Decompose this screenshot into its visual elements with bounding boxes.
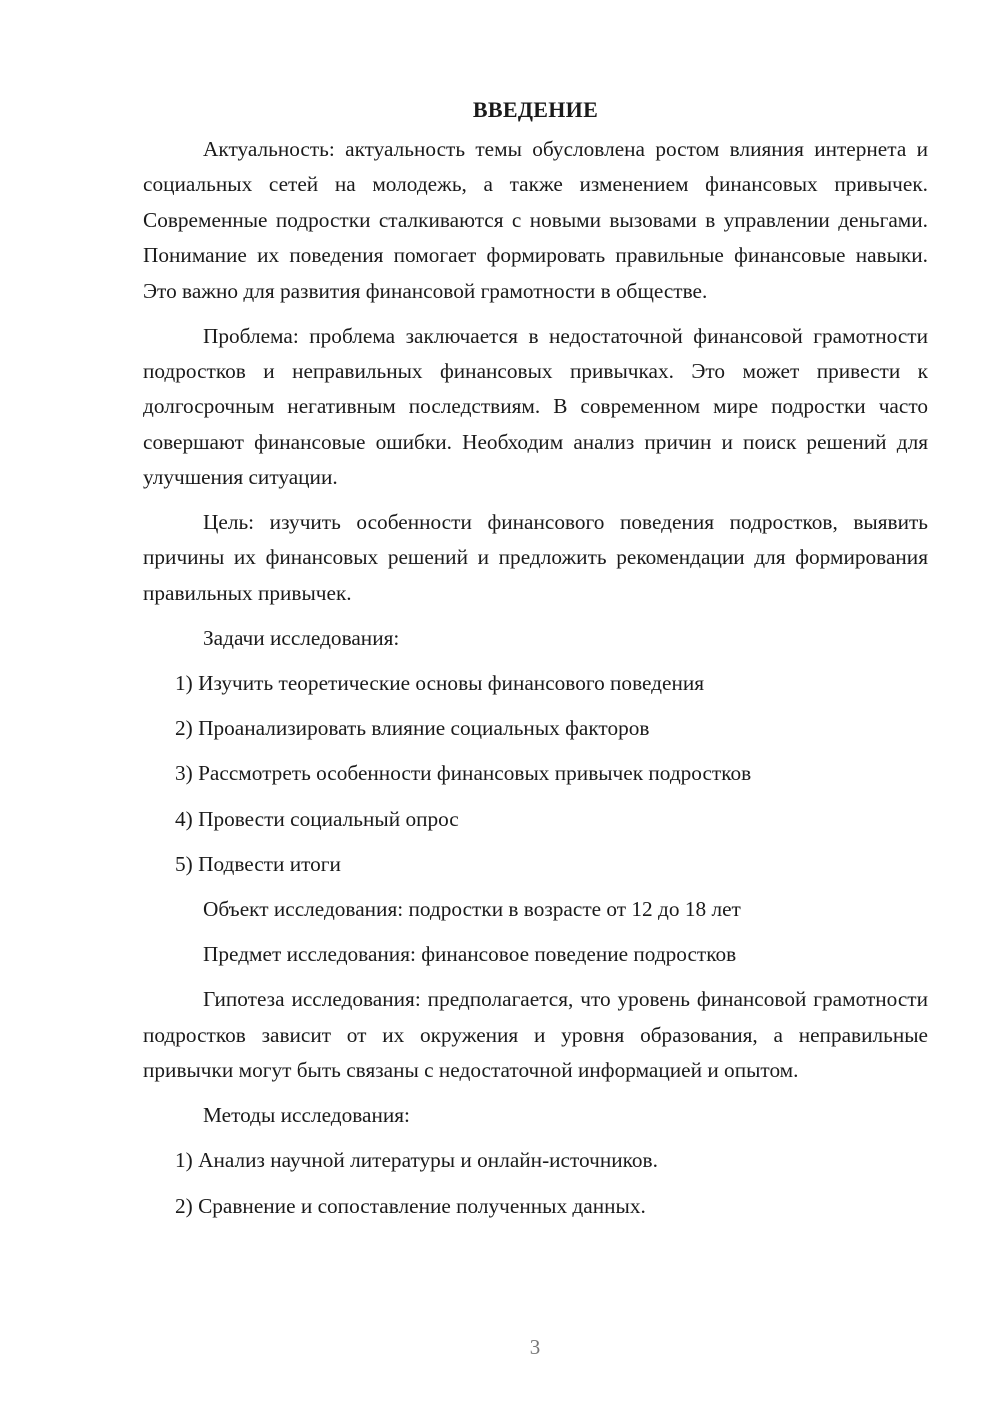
task-item-1: 1) Изучить теоретические основы финансового поведения xyxy=(175,670,705,695)
page-number: 3 xyxy=(529,1335,541,1359)
subject-line: Предмет исследования: финансовое поведение подростков xyxy=(203,942,737,967)
methods-heading: Методы исследования: xyxy=(203,1103,410,1128)
task-item-5: 5) Подвести итоги xyxy=(175,851,341,876)
method-item-2: 2) Сравнение и сопоставление полученных данных. xyxy=(175,1193,646,1218)
tasks-heading: Задачи исследования: xyxy=(203,625,400,650)
object-line: Объект исследования: подростки в возрасте от 12 до 18 лет xyxy=(203,897,741,921)
relevance-paragraph: Актуальность: актуальность темы обусловлена ростом влияния интернета и социальных сетей на молодежь, а также изменением финансовых привычек. Современные подростки сталкиваются с новыми вызовами в управлении деньгами. Понимание их поведения помогает формировать правильные финансовые навыки. Это важно для развития финансовой грамотности в обществе. xyxy=(143,137,928,303)
section-title: ВВЕДЕНИЕ xyxy=(472,97,599,122)
task-item-3: 3) Рассмотреть особенности финансовых привычек подростков xyxy=(175,761,752,786)
task-item-2: 2) Проанализировать влияние социальных факторов xyxy=(175,716,650,741)
task-item-4: 4) Провести социальный опрос xyxy=(175,806,459,831)
goal-paragraph: Цель: изучить особенности финансового поведения подростков, выявить причины их финансовых решений и предложить рекомендации для формирования правильных привычек. xyxy=(143,510,928,605)
hypothesis-paragraph: Гипотеза исследования: предполагается, что уровень финансовой грамотности подростков зависит от их окружения и уровня образования, а неправильные привычки могут быть связаны с недостаточной информацией и опытом. xyxy=(143,987,928,1083)
problem-paragraph: Проблема: проблема заключается в недостаточной финансовой грамотности подростков и неправильных финансовых привычках. Это может привести к долгосрочным негативным последствиям. В современном мире подростки часто совершают финансовые ошибки. Необходим анализ причин и поиск решений для улучшения ситуации. xyxy=(143,323,928,490)
method-item-1: 1) Анализ научной литературы и онлайн-источников. xyxy=(175,1148,658,1173)
document-page xyxy=(143,92,928,1234)
